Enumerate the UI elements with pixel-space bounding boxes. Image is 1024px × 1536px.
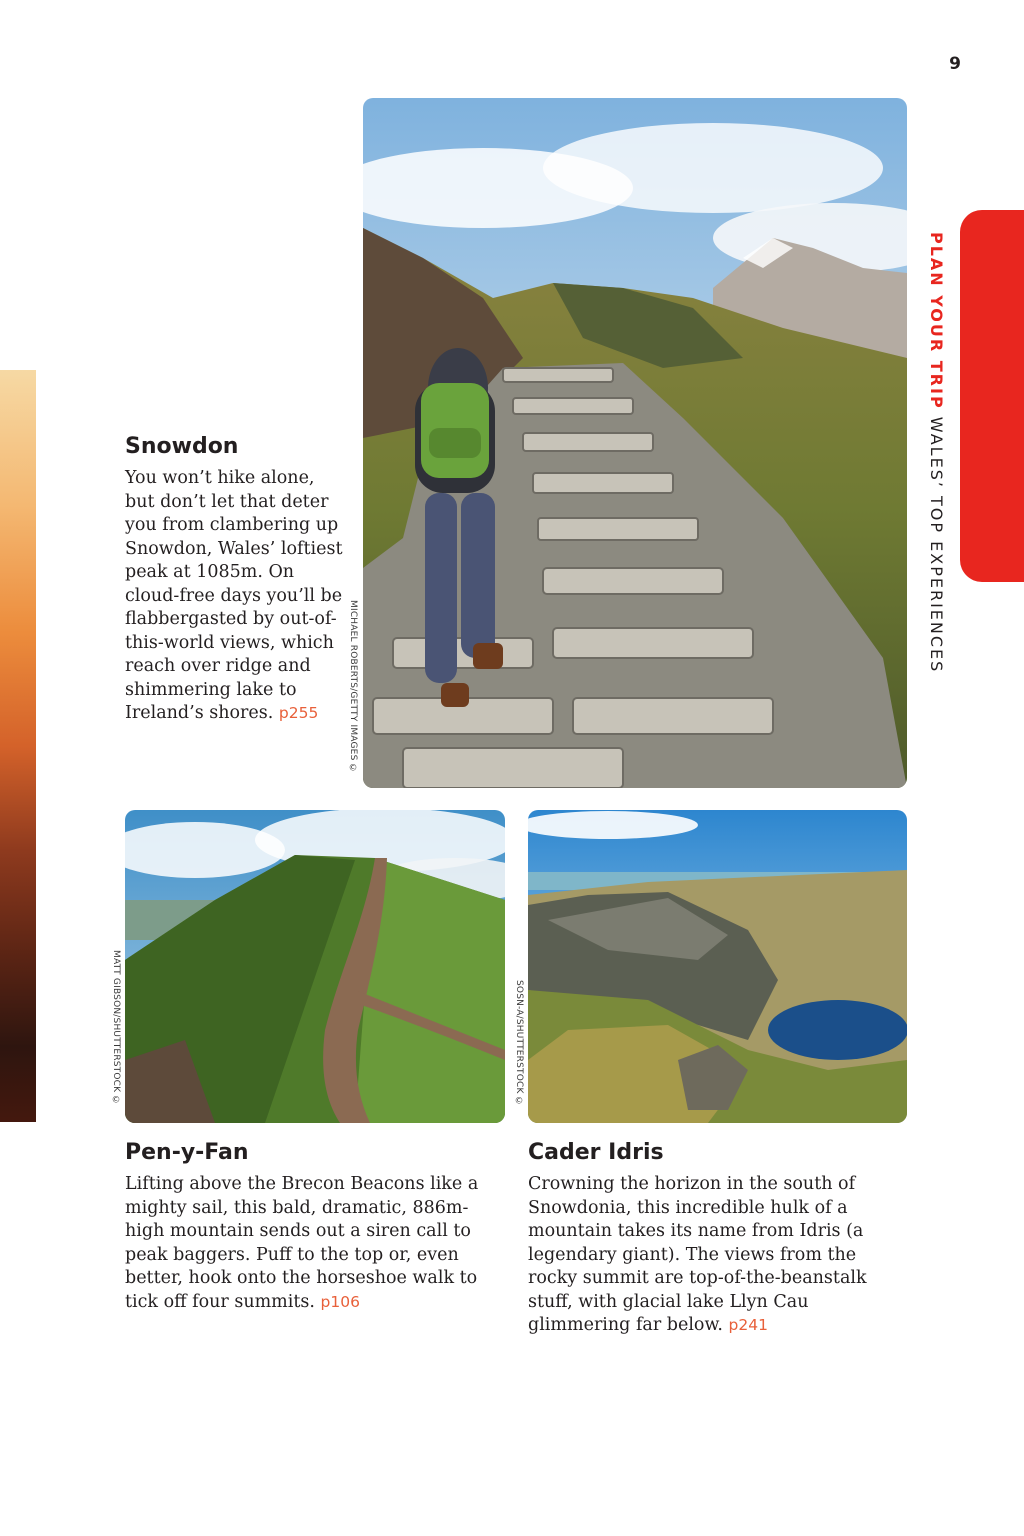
entry-body-pen-y-fan: Lifting above the Brecon Beacons like a mighty sail, this bald, dramatic, 886m-high mountain sends out a siren call to peak baggers. Puff to the top or, even better, hook onto the horseshoe walk to tick off four summits. xyxy=(125,1174,479,1312)
entry-text-pen-y-fan xyxy=(125,1173,485,1314)
pen-y-fan-photo xyxy=(125,810,505,1123)
page-ref-pen-y-fan[interactable]: p106 xyxy=(320,1292,360,1311)
entry-cader-idris xyxy=(528,1140,883,1338)
page-number: 9 xyxy=(949,54,961,74)
entry-title-snowdon: Snowdon xyxy=(125,434,239,459)
photo-credit-snowdon: MICHAEL ROBERTS/GETTY IMAGES © xyxy=(348,600,358,774)
photo-credit-cader-idris: SOSN-A/SHUTTERSTOCK © xyxy=(514,980,524,1107)
page-ref-snowdon[interactable]: p255 xyxy=(278,704,319,722)
entry-pen-y-fan xyxy=(125,1140,485,1314)
entry-title-cader-idris: Cader Idris xyxy=(528,1140,664,1165)
section-label: PLAN YOUR TRIP xyxy=(927,232,946,410)
facing-page-photo-strip xyxy=(0,370,36,1122)
entry-text-snowdon xyxy=(125,467,347,726)
snowdon-photo xyxy=(363,98,907,788)
entry-body-snowdon: You won’t hike alone, but don’t let that deter you from clambering up Snowdon, Wales’ loftiest peak at 1085m. On cloud-free days you’ll be flabbergasted by out-of-this-world views, which reach over ridge and shimmering lake to Ireland’s shores. xyxy=(125,468,343,723)
entry-text-cader-idris xyxy=(528,1173,883,1338)
photo-credit-pen-y-fan: MATT GIBSON/SHUTTERSTOCK © xyxy=(111,950,121,1106)
chapter-tab xyxy=(960,210,1024,582)
entry-title-pen-y-fan: Pen-y-Fan xyxy=(125,1140,249,1165)
chapter-label xyxy=(922,232,950,732)
entry-body-cader-idris: Crowning the horizon in the south of Snowdonia, this incredible hulk of a mountain takes its name from Idris (a legendary giant). The views from the rocky summit are top-of-the-beanstalk stuff, with glacial lake Llyn Cau glimmering far below. xyxy=(528,1174,867,1335)
cader-idris-photo xyxy=(528,810,907,1123)
page-ref-cader-idris[interactable]: p241 xyxy=(728,1316,768,1334)
chapter-title: WALES’ TOP EXPERIENCES xyxy=(927,416,946,674)
entry-snowdon xyxy=(125,434,347,726)
